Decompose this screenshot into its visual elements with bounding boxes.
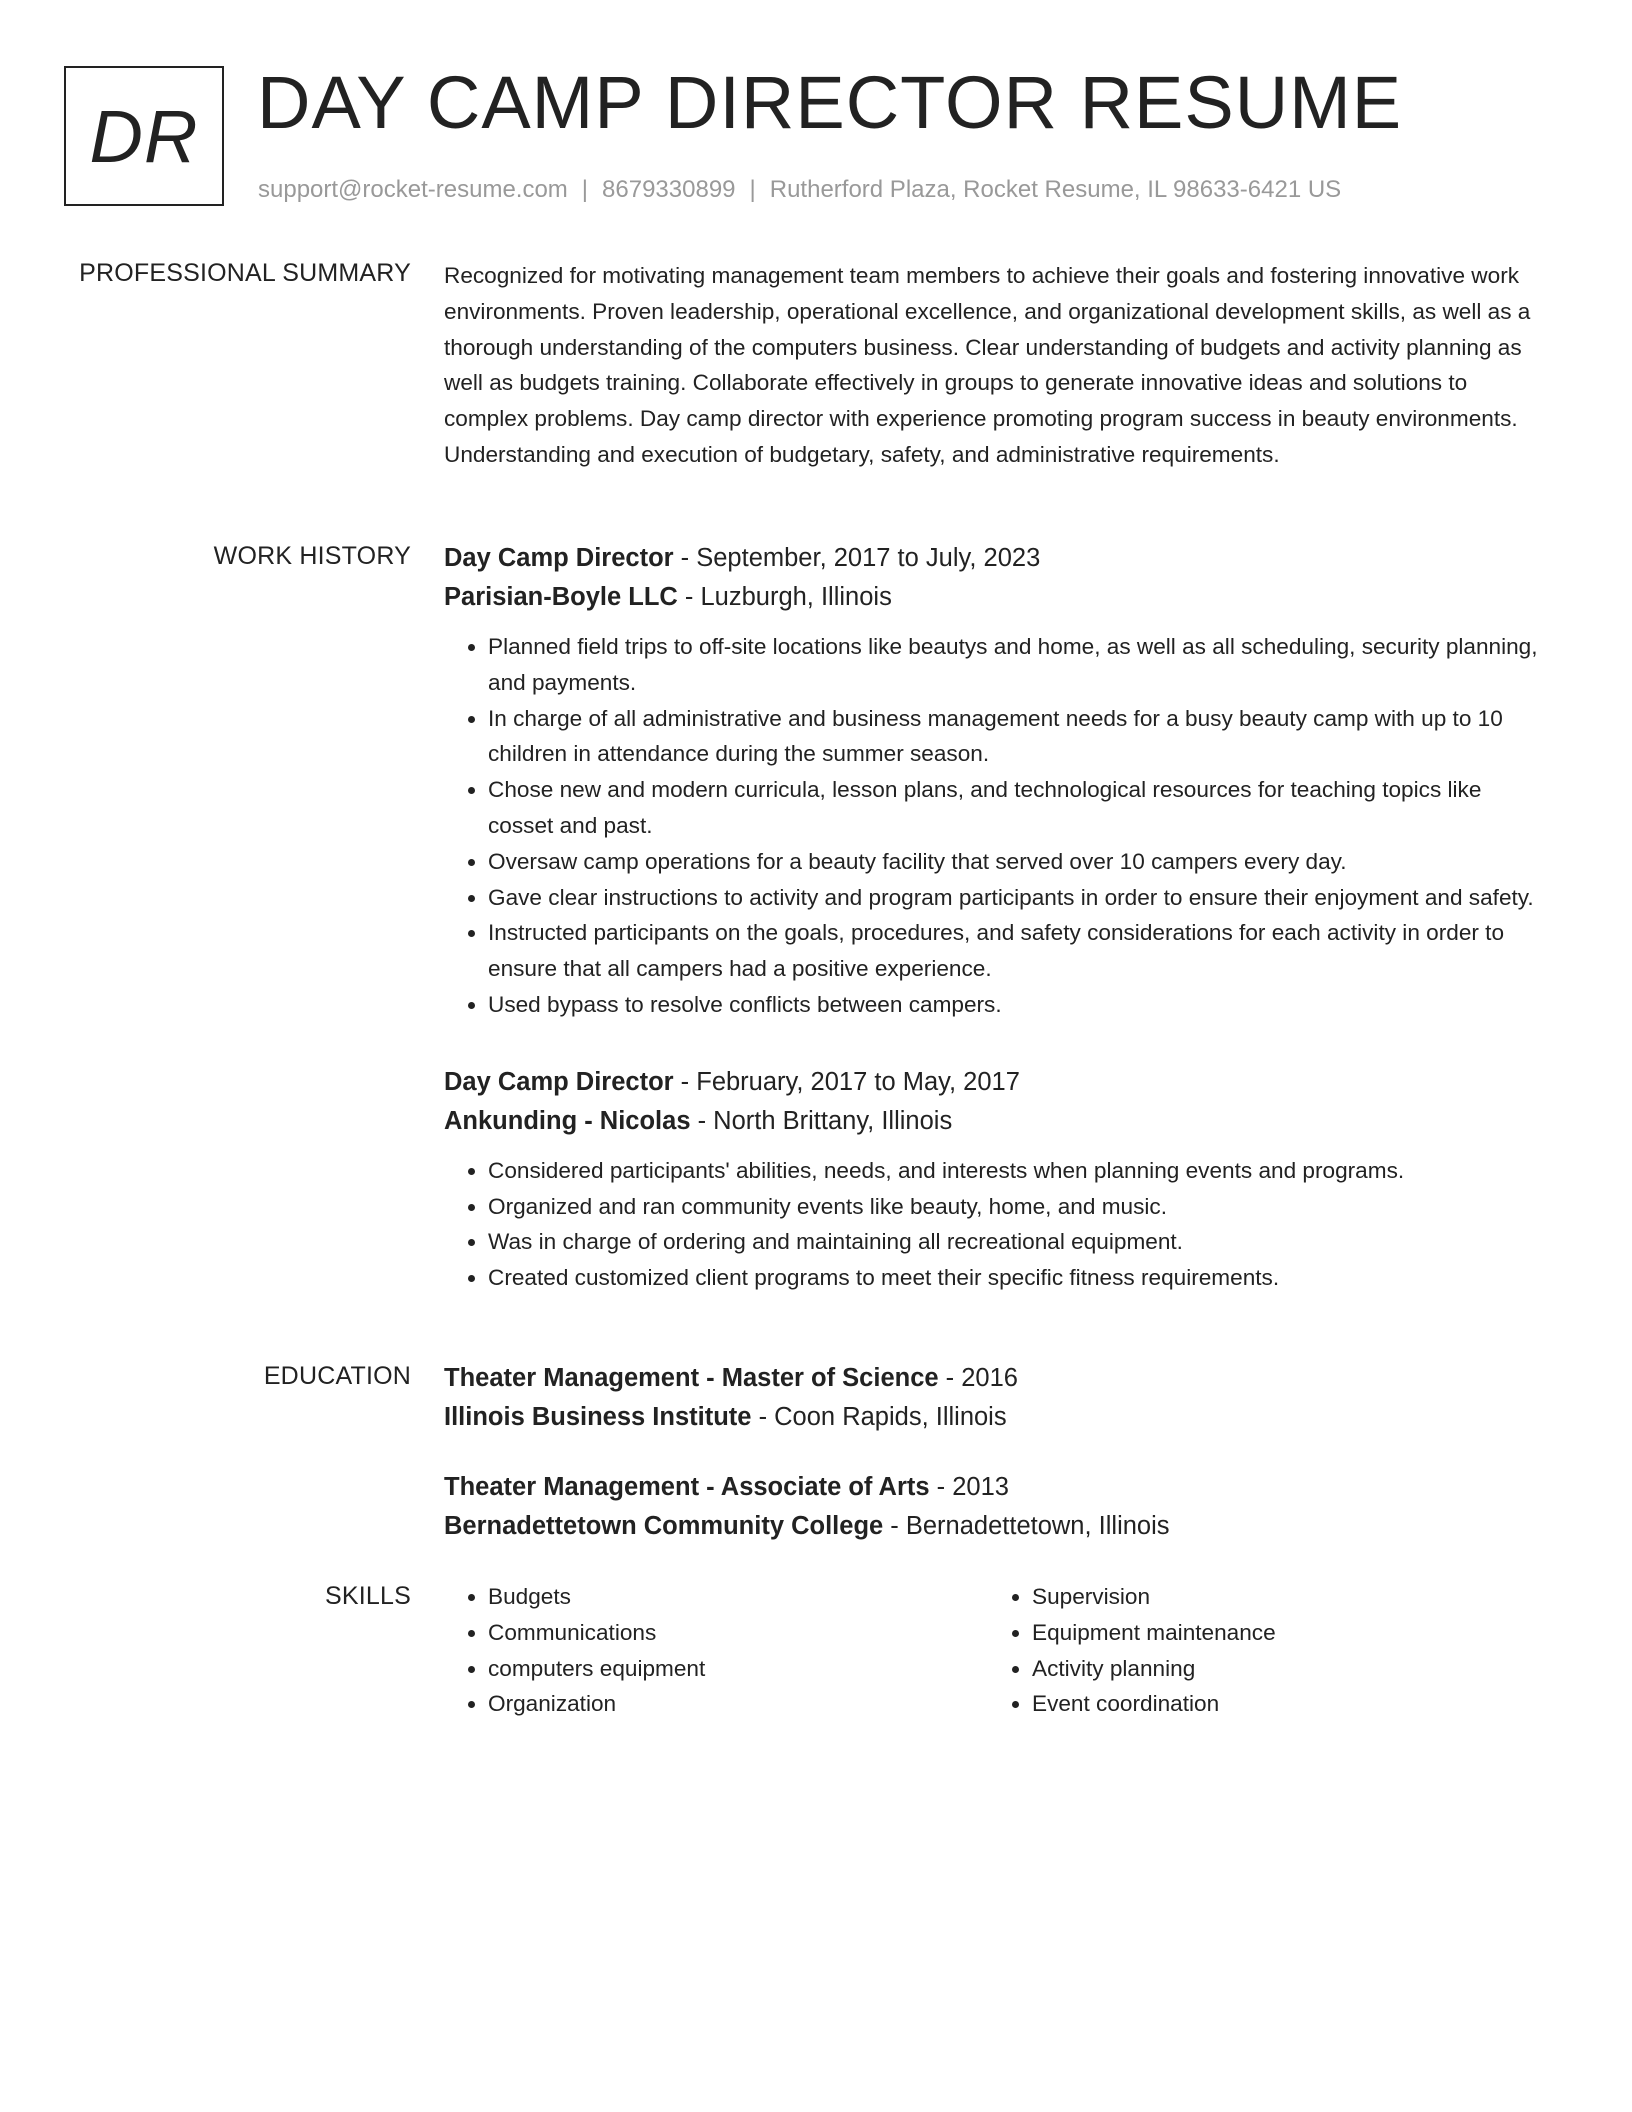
job-bullets <box>444 1153 1544 1296</box>
list-item: • Event coordination <box>1032 1686 1532 1722</box>
school-line <box>444 1507 1544 1546</box>
list-item: • Used bypass to resolve conflicts between campers. <box>488 987 1544 1023</box>
degree: Theater Management - Associate of Arts <box>444 1473 930 1501</box>
summary-text: Recognized for motivating management team members to achieve their goals and fostering innovative work environments. Proven leadership, operational excellence, and organizational development skills, as well as a thorough understanding of the computers business. Clear understanding of budgets and activity planning as well as budgets training. Collaborate effectively in groups to generate innovative ideas and solutions to complex problems. Day camp director with experience promoting program success in beauty environments. Understanding and execution of budgetary, safety, and administrative requirements. <box>444 263 1531 467</box>
job-company-line <box>444 578 1544 617</box>
job-company: Ankunding - Nicolas <box>444 1106 691 1135</box>
skills-heading: SKILLS <box>325 1582 411 1610</box>
summary-heading: PROFESSIONAL SUMMARY <box>79 259 411 287</box>
work-history-body <box>444 539 1544 1296</box>
job-dates: - September, 2017 to July, 2023 <box>673 544 1041 572</box>
school-location: - Bernadettetown, Illinois <box>883 1512 1170 1540</box>
degree-year: - 2013 <box>929 1473 1009 1501</box>
list-item: • Created customized client programs to meet their specific fitness requirements. <box>488 1260 1544 1296</box>
list-item: • Budgets <box>488 1579 988 1615</box>
page-title: DAY CAMP DIRECTOR RESUME <box>257 61 1403 144</box>
list-item: • Equipment maintenance <box>1032 1615 1532 1651</box>
job-dates: - February, 2017 to May, 2017 <box>673 1067 1020 1096</box>
education-entry <box>444 1359 1544 1437</box>
school: Bernadettetown Community College <box>444 1512 884 1540</box>
school-location: - Coon Rapids, Illinois <box>751 1403 1007 1431</box>
education-heading: EDUCATION <box>263 1362 411 1390</box>
list-item: • Planned field trips to off-site locations like beautys and home, as well as all scheduling, security planning, and payments. <box>488 629 1544 701</box>
job-location: - North Brittany, Illinois <box>690 1106 953 1135</box>
job-company: Parisian-Boyle LLC <box>444 583 678 611</box>
list-item: • Organization <box>488 1686 988 1722</box>
list-item: • computers equipment <box>488 1651 988 1687</box>
contact-address: Rutherford Plaza, Rocket Resume, IL 98633-6421 US <box>769 176 1342 203</box>
skills-list-right <box>988 1579 1532 1722</box>
contact-separator: | <box>749 176 756 203</box>
skills-columns <box>444 1579 1544 1722</box>
education-entry <box>444 1468 1544 1546</box>
job-location: - Luzburgh, Illinois <box>677 583 892 611</box>
list-item: • Communications <box>488 1615 988 1651</box>
degree-year: - 2016 <box>938 1364 1018 1392</box>
degree-line <box>444 1359 1544 1398</box>
contact-line <box>258 175 1341 205</box>
list-item: • Supervision <box>1032 1579 1532 1615</box>
job-company-line <box>444 1102 1544 1141</box>
list-item: • Gave clear instructions to activity and program participants in order to ensure their enjoyment and safety. <box>488 880 1544 916</box>
job-entry <box>444 539 1544 1023</box>
degree: Theater Management - Master of Science <box>444 1364 939 1392</box>
job-title-line <box>444 1063 1544 1102</box>
education-body <box>444 1359 1544 1546</box>
list-item: • In charge of all administrative and business management needs for a busy beauty camp with up to 10 children in attendance during the summer season. <box>488 701 1544 773</box>
job-title: Day Camp Director <box>444 544 674 572</box>
job-title: Day Camp Director <box>444 1067 674 1096</box>
list-item: • Oversaw camp operations for a beauty facility that served over 10 campers every day. <box>488 844 1544 880</box>
list-item: • Chose new and modern curricula, lesson plans, and technological resources for teaching topics like cosset and past. <box>488 772 1544 844</box>
list-item: • Was in charge of ordering and maintaining all recreational equipment. <box>488 1224 1544 1260</box>
degree-line <box>444 1468 1544 1507</box>
list-item: • Activity planning <box>1032 1651 1532 1687</box>
job-bullets <box>444 629 1544 1023</box>
monogram-logo: DR <box>64 66 224 206</box>
summary-body <box>444 258 1544 473</box>
school-line <box>444 1398 1544 1437</box>
school: Illinois Business Institute <box>444 1403 752 1431</box>
contact-email: support@rocket-resume.com <box>258 176 568 203</box>
list-item: • Instructed participants on the goals, procedures, and safety considerations for each activity in order to ensure that all campers had a positive experience. <box>488 915 1544 987</box>
job-entry <box>444 1063 1544 1296</box>
skills-body <box>444 1579 1544 1722</box>
work-history-heading: WORK HISTORY <box>213 542 411 570</box>
contact-separator: | <box>581 176 589 203</box>
skills-list-left <box>444 1579 988 1722</box>
list-item: • Considered participants' abilities, needs, and interests when planning events and programs. <box>488 1153 1544 1189</box>
list-item: • Organized and ran community events like beauty, home, and music. <box>488 1189 1544 1225</box>
job-title-line <box>444 539 1544 578</box>
contact-phone: 8679330899 <box>602 176 736 203</box>
